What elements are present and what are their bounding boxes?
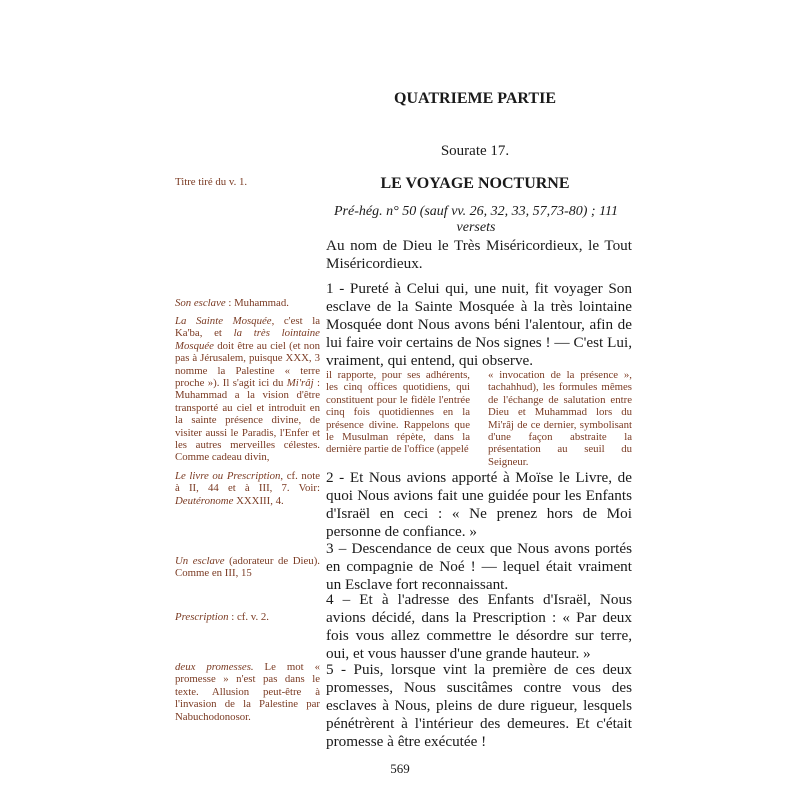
verse-5: 5 - Puis, lorsque vint la première de ces deux promesses, Nous suscitâmes contre vous des esclaves à Nous, pleins de dure rigueur, lesquels pénétrèrent à l'intérieur des demeures. Et c'était promesse à être exécutée ! bbox=[326, 661, 632, 750]
side-note-3 bbox=[175, 470, 320, 507]
inline-note-col-2: « invocation de la présence », tachahhud), les formules mêmes de l'échange de salutation entre Dieu et Muhammad lors du Mi'râj de ce dernier, symbolisant d'une façon abstraite la présentation au seuil du Seigneur. bbox=[488, 369, 632, 468]
verse-4: 4 – Et à l'adresse des Enfants d'Israël, Nous avions décidé, dans la Prescription : « Par deux fois vous allez commettre le désordre sur terre, oui, et vous hausser d'une grande hauteur. » bbox=[326, 591, 632, 662]
note-text: : Muhammad a la vision d'être transporté au ciel et introduit en la sainte présence divine, de visiter aussi le Paradis, l'Enfer et les autres merveilles célestes. Comme cadeau divin, bbox=[175, 377, 320, 464]
verse-2: 2 - Et Nous avions apporté à Moïse le Livre, de quoi Nous avions fait une guidée pour les Enfants d'Israël en ceci : « Ne prenez hors de Moi personne de confiance. » bbox=[326, 469, 632, 540]
sourate-number: Sourate 17. bbox=[440, 143, 510, 159]
note-term: La Sainte Mosquée bbox=[175, 315, 272, 327]
note-text: (adorateur de Dieu). Comme en III, 15 bbox=[175, 555, 320, 580]
inline-note-col-1: il rapporte, pour ses adhérents, les cinq offices quotidiens, qui constituent pour le fidèle l'entrée cinq fois quotidiennes en la présence divine. Rappelons que le Musulman répète, dans la dernière partie de l'office (appelé bbox=[326, 369, 470, 456]
side-note-2 bbox=[175, 315, 320, 464]
part-title: QUATRIEME PARTIE bbox=[394, 90, 556, 107]
note-term: Mi'râj bbox=[286, 377, 314, 390]
note-term: deux promesses. bbox=[175, 661, 254, 673]
chapter-title: LE VOYAGE NOCTURNE bbox=[380, 175, 570, 192]
note-text: Le mot « promesse » n'est pas dans le texte. Allusion peut-être à l'invasion de la Palestine par Nabuchodonosor. bbox=[175, 661, 320, 723]
verse-3: 3 – Descendance de ceux que Nous avons portés en compagnie de Noé ! — lequel était vraiment un Esclave fort reconnaissant. bbox=[326, 540, 632, 593]
note-text: XXXIII, 4. bbox=[233, 494, 284, 507]
side-note-5 bbox=[175, 611, 320, 623]
note-term: la très lointaine Mosquée bbox=[175, 327, 320, 352]
note-text: : Muhammad. bbox=[225, 297, 289, 309]
note-text: , c'est la Ka'ba, et bbox=[175, 315, 321, 340]
note-text: Titre tiré du v. 1. bbox=[175, 176, 248, 188]
side-note-4 bbox=[175, 555, 320, 580]
verse-1: 1 - Pureté à Celui qui, une nuit, fit voyager Son esclave de la Sainte Mosquée à la très lointaine Mosquée dont Nous avons béni l'alentour, afin de lui faire voir certains de Nos signes ! — C'est Lui, vraiment, qui entend, qui observe. bbox=[326, 280, 632, 369]
note-text: doit être au ciel (et non pas à Jérusalem, puisque XXX, 3 nomme la Palestine « terre proche »). Il s'agit ici du bbox=[175, 339, 320, 390]
note-term: Le livre ou Prescription bbox=[175, 470, 281, 482]
side-note-6 bbox=[175, 661, 320, 723]
basmala: Au nom de Dieu le Très Miséricordieux, le Tout Miséricordieux. bbox=[326, 237, 632, 272]
note-text: , cf. note à II, 44 et à III, 7. Voir: bbox=[175, 470, 321, 495]
note-term: Un esclave bbox=[175, 555, 225, 567]
note-text: : cf. v. 2. bbox=[228, 611, 269, 623]
side-note-title bbox=[175, 176, 320, 188]
side-note-1 bbox=[175, 297, 320, 309]
note-term: Deutéronome bbox=[175, 494, 234, 507]
note-term: Prescription bbox=[175, 611, 229, 623]
chapter-subtitle: Pré-hég. n° 50 (sauf vv. 26, 32, 33, 57,73-80) ; 111 versets bbox=[334, 204, 618, 235]
page-number: 569 bbox=[390, 761, 410, 776]
note-term: Son esclave bbox=[175, 297, 226, 309]
